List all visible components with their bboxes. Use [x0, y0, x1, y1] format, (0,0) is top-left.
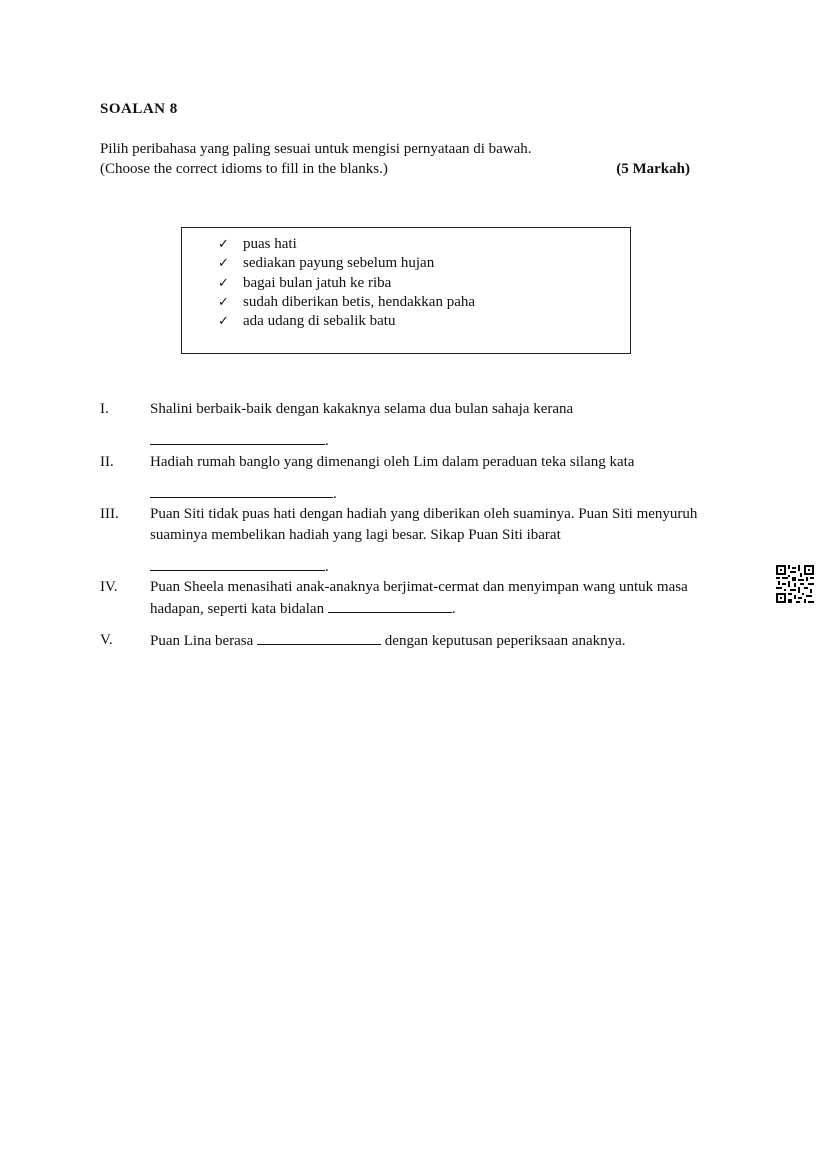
option-item: ✓ bagai bulan jatuh ke riba: [218, 274, 475, 293]
instruction-english: (Choose the correct idioms to fill in the blanks.): [100, 161, 388, 177]
instructions: [100, 139, 690, 179]
question-1: I. Shalini berbaik-baik dengan kakaknya selama dua bulan sahaja kerana .: [100, 401, 574, 449]
answer-blank[interactable]: [150, 483, 333, 498]
checkmark-icon: ✓: [218, 237, 229, 252]
question-number: V.: [100, 632, 113, 648]
option-item: ✓ ada udang di sebalik batu: [218, 312, 475, 331]
question-3: III. Puan Siti tidak puas hati dengan hadiah yang diberikan oleh suaminya. Puan Siti menyuruh suaminya membelikan hadiah yang lagi besar. Sikap Puan Siti ibarat .: [100, 506, 698, 575]
question-title: SOALAN 8: [100, 101, 178, 117]
checkmark-icon: ✓: [218, 275, 229, 291]
question-text-after: dengan keputusan peperiksaan anaknya.: [384, 633, 626, 649]
answer-blank[interactable]: [150, 556, 325, 571]
question-4: IV. Puan Sheela menasihati anak-anaknya berjimat-cermat dan menyimpan wang untuk masa hadapan, seperti kata bidalan .: [100, 579, 688, 617]
checkmark-icon: ✓: [218, 294, 229, 310]
question-text: Shalini berbaik-baik dengan kakaknya selama dua bulan sahaja kerana: [150, 401, 574, 417]
question-number: IV.: [100, 579, 118, 595]
marks-label: (5 Markah): [616, 161, 690, 177]
question-text-before: Puan Lina berasa: [150, 633, 254, 649]
answer-blank[interactable]: [150, 430, 325, 445]
option-item: ✓ sediakan payung sebelum hujan: [218, 254, 475, 273]
question-text: Hadiah rumah banglo yang dimenangi oleh Lim dalam peraduan teka silang kata: [150, 454, 635, 470]
question-number: II.: [100, 454, 114, 470]
question-number: III.: [100, 506, 119, 522]
question-2: II. Hadiah rumah banglo yang dimenangi oleh Lim dalam peraduan teka silang kata .: [100, 454, 635, 502]
qr-code-icon: [776, 565, 814, 603]
idiom-options-box: [181, 227, 631, 354]
question-text: Puan Siti tidak puas hati dengan hadiah yang diberikan oleh suaminya. Puan Siti menyuruh suaminya membelikan hadiah yang lagi besar. Sikap Puan Siti ibarat: [150, 506, 698, 543]
checkmark-icon: ✓: [218, 314, 229, 330]
answer-blank[interactable]: [257, 630, 381, 645]
question-text: Puan Sheela menasihati anak-anaknya berjimat-cermat dan menyimpan wang untuk masa hadapan, seperti kata bidalan: [150, 579, 688, 617]
question-number: I.: [100, 401, 109, 417]
option-item: ✓ puas hati: [218, 235, 475, 254]
option-item: ✓ sudah diberikan betis, hendakkan paha: [218, 293, 475, 312]
instruction-malay: Pilih peribahasa yang paling sesuai untuk mengisi pernyataan di bawah.: [100, 141, 532, 157]
question-5: [100, 630, 740, 652]
answer-blank[interactable]: [328, 598, 452, 613]
checkmark-icon: ✓: [218, 256, 229, 272]
